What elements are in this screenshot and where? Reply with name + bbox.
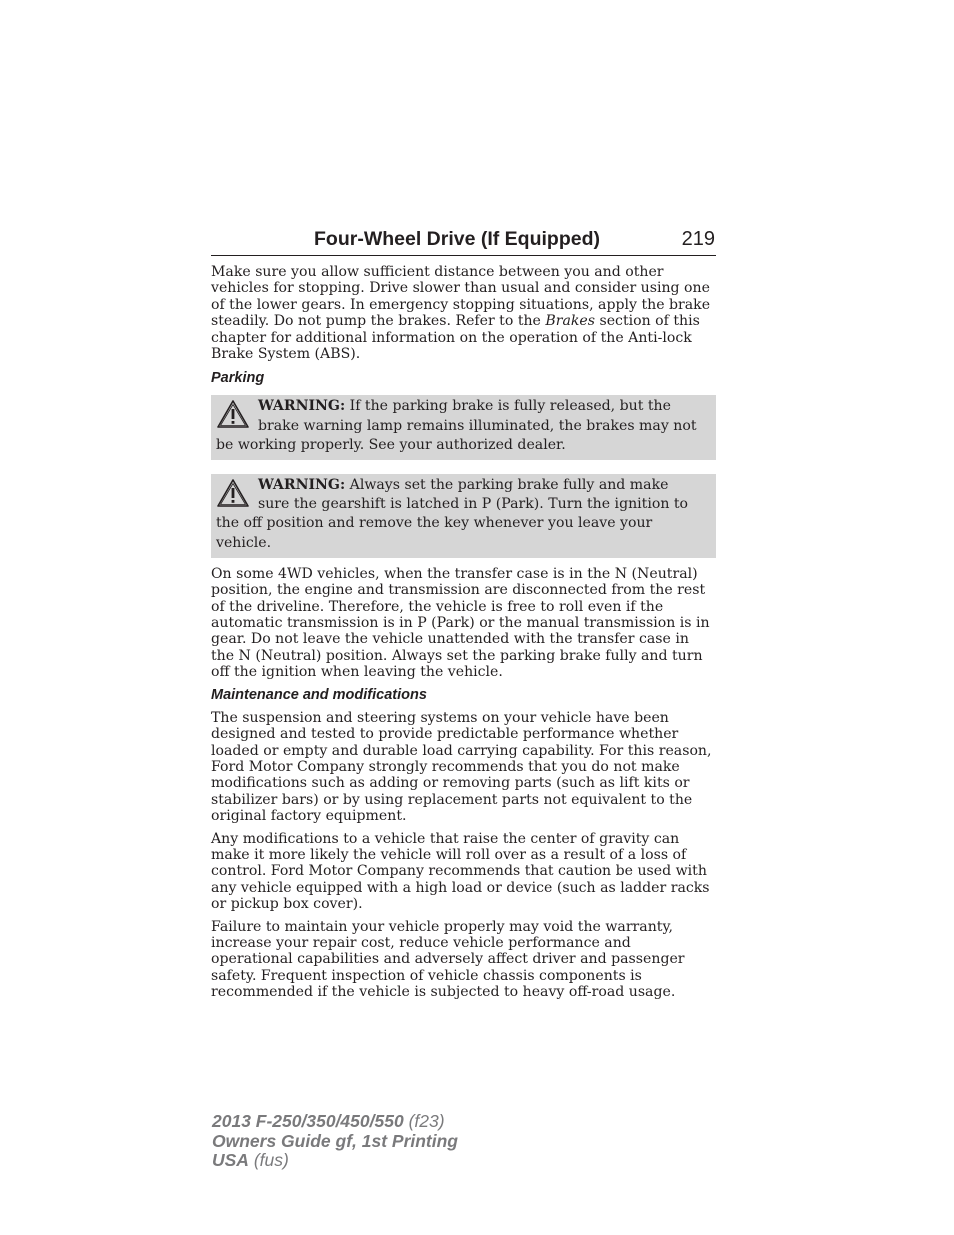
page-header xyxy=(211,228,716,256)
intro-paragraph: Make sure you allow sufficient distance between you and other vehicles for stopping. Drive slower than usual and consider using one of the lower gears. In emergency stopping situations, apply the brake steadily. Do not pump the brakes. Refer to the Brakes section of this chapter for additional information on the operation of the Anti-lock Brake System (ABS). xyxy=(211,264,711,363)
warning-triangle-icon xyxy=(216,478,250,508)
parking-paragraph: On some 4WD vehicles, when the transfer case is in the N (Neutral) position, the engine and transmission are disconnected from the rest of the driveline. Therefore, the vehicle is free to roll even if the automatic transmission is in P (Park) or the manual transmission is in gear. Do not leave the vehicle unattended with the transfer case in the N (Neutral) position. Always set the parking brake fully and turn off the ignition when leaving the vehicle. xyxy=(211,565,710,681)
maintenance-paragraph-2: Any modifications to a vehicle that raise the center of gravity can make it more likely the vehicle will roll over as a result of a loss of control. Ford Motor Company recommends that caution be used with any vehicle equipped with a high load or device (such as ladder racks or pickup box cover). xyxy=(211,830,710,913)
warning-label: WARNING: xyxy=(258,477,346,494)
page-number: 219 xyxy=(681,228,715,250)
warning-text: If the parking brake is fully released, but the brake warning lamp remains illuminated, the brakes may not be working properly. See your authorized dealer. xyxy=(216,398,697,453)
warning-box-parking-brake-set xyxy=(211,474,716,558)
warning-box-parking-brake-lamp xyxy=(211,395,716,460)
maintenance-paragraph-3: Failure to maintain your vehicle properly may void the warranty, increase your repair cost, reduce vehicle performance and operational capabilities and adversely affect driver and passenger safety. Frequent inspection of vehicle chassis components is recommended if the vehicle is subjected to heavy off-road usage. xyxy=(211,918,685,1001)
manual-page xyxy=(211,228,716,1001)
footer-guide-line: Owners Guide gf, 1st Printing xyxy=(212,1130,458,1151)
warning-text: Always set the parking brake fully and make sure the gearshift is latched in P (Park). Turn the ignition to the off position and remove the key whenever you leave your vehicle. xyxy=(216,477,689,551)
warning-triangle-icon xyxy=(216,399,250,429)
maintenance-heading: Maintenance and modifications xyxy=(211,686,427,703)
footer-model-line: 2013 F-250/350/450/550 (f23) xyxy=(212,1111,445,1131)
brakes-reference: Brakes xyxy=(545,313,595,330)
section-title: Four-Wheel Drive (If Equipped) xyxy=(314,228,600,250)
maintenance-paragraph-1: The suspension and steering systems on your vehicle have been designed and tested to provide predictable performance whether loaded or empty and durable load carrying capability. For this reason, Ford Motor Company strongly recommends that you do not make modifications such as adding or removing parts (such as lift kits or stabilizer bars) or by using replacement parts not equivalent to the original factory equipment. xyxy=(211,709,712,825)
page-footer xyxy=(212,1112,458,1171)
parking-heading: Parking xyxy=(211,370,265,387)
warning-label: WARNING: xyxy=(258,398,346,415)
footer-market-line: USA (fus) xyxy=(212,1150,289,1170)
